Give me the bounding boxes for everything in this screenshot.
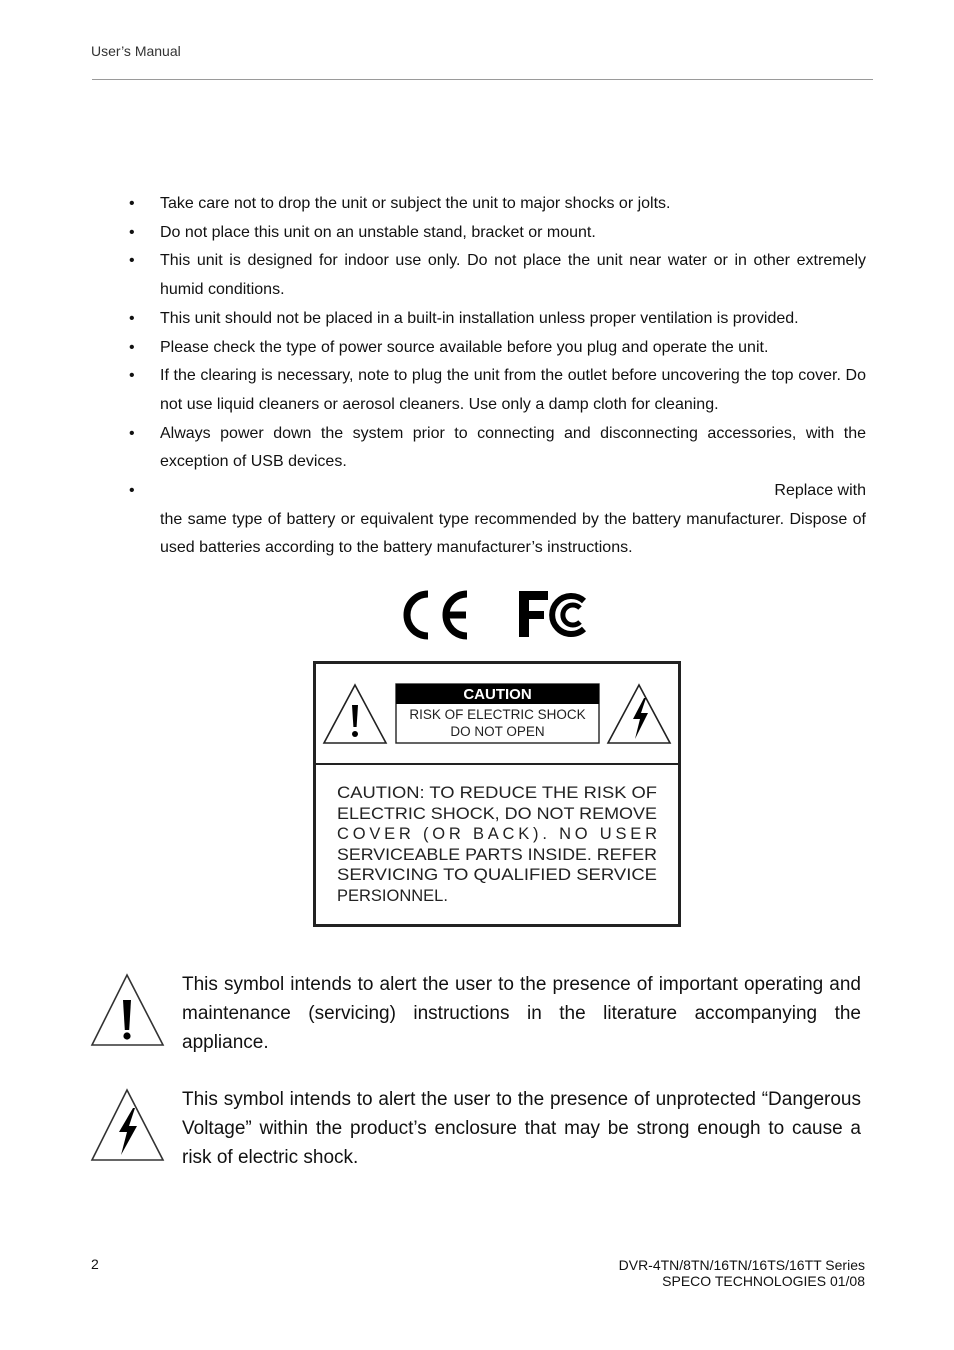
caution-title: CAUTION [463,686,532,703]
fcc-mark-icon [519,591,584,637]
bullet-icon: • [129,252,135,270]
header-divider [92,79,873,80]
bullet-icon: • [129,424,135,442]
caution-body-line: PERSIONNEL. [337,887,448,905]
bullet-icon: • [129,338,135,356]
list-item: • Please check the type of power source available before you plug and operate the unit. [126,334,866,363]
ce-mark-icon [407,594,467,636]
list-item: • This unit should not be placed in a built-in installation unless proper ventilation is provided. [126,305,866,334]
voltage-symbol-text: This symbol intends to alert the user to the presence of unprotected “Dangerous Voltage” within the product’s enclosure that may be strong enough to cause a risk of electric shock. [182,1089,861,1168]
safety-bullet-list [126,190,866,563]
certification-marks [398,587,598,643]
footer-company: SPECO TECHNOLOGIES 01/08 [662,1273,865,1289]
caution-body-line: ELECTRIC SHOCK, DO NOT REMOVE [337,805,657,823]
bullet-icon: • [129,482,135,500]
bullet-icon: • [129,309,135,327]
footer-series: DVR-4TN/8TN/16TN/16TS/16TT Series [618,1257,865,1273]
caution-body-line: SERVICING TO QUALIFIED SERVICE [337,866,657,884]
list-item: • This unit is designed for indoor use only. Do not place the unit near water or in other extremely humid conditions. [126,247,866,304]
exclamation-triangle-icon [90,970,166,1046]
list-item: • Always power down the system prior to connecting and disconnecting accessories, with the exception of USB devices. [126,420,866,477]
bullet-icon: • [129,223,135,241]
page-footer [619,1257,865,1289]
caution-body-line: SERVICEABLE PARTS INSIDE. REFER [337,846,658,864]
caution-body-line: COVER (OR BACK). NO USER [337,825,657,843]
lightning-triangle-icon [90,1085,166,1161]
exclamation-symbol-text: This symbol intends to alert the user to the presence of important operating and maintenance (servicing) instructions in the literature accompanying the appliance. [182,974,861,1053]
list-item: • If the clearing is necessary, note to plug the unit from the outlet before uncovering the top cover. Do not use liquid cleaners or aerosol cleaners. Use only a damp cloth for cleaning. [126,362,866,419]
caution-do-not-open: DO NOT OPEN [450,724,545,739]
caution-body-line: CAUTION: TO REDUCE THE RISK OF [337,784,657,802]
bullet-icon: • [129,195,135,212]
battery-line-end: Replace with [774,482,866,500]
running-header: User’s Manual [91,43,181,59]
bullet-icon: • [129,367,135,385]
caution-label [313,661,681,927]
list-item: • Do not place this unit on an unstable stand, bracket or mount. [126,219,866,248]
battery-text: the same type of battery or equivalent type recommended by the battery manufacturer. Dispose of used batteries according to the battery manufacturer’s instructions. [160,510,866,557]
caution-risk-line: RISK OF ELECTRIC SHOCK [409,707,586,722]
page-number: 2 [91,1256,99,1272]
list-item: • Take care not to drop the unit or subject the unit to major shocks or jolts. [126,190,866,219]
battery-list-item [126,477,866,563]
